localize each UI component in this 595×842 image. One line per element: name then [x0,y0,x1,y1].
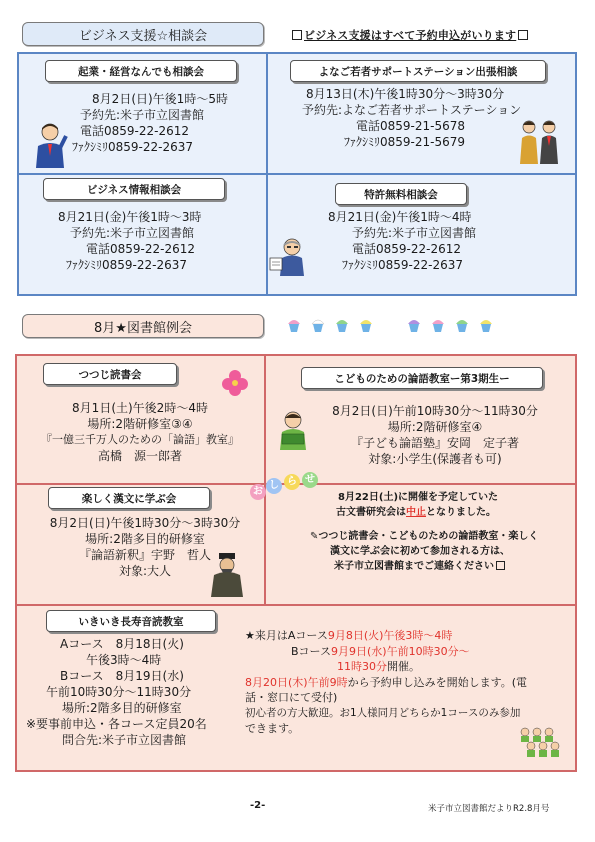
next-month-info [245,628,565,737]
event-label-kids-rongo-text: こどものための論語教室ー第3期生ー [334,372,510,385]
consult-patent-details [328,209,548,273]
notice-text: ビジネス支援はすべて予約申込がいります [304,29,517,42]
detail-line: ﾌｧｸｼﾐﾘ0859-22-2637 [342,258,464,272]
event-kids-rongo-details [300,403,570,467]
detail-line: 8月21日(金)午後1時～4時 [328,210,472,224]
event-label-tsutsuji [43,363,177,385]
detail-line: 予約先:米子市立図書館 [70,226,195,240]
detail-line: 『子ども論語塾』安岡 定子著 [350,436,519,450]
consult-label-patent-text: 特許無料相談会 [364,188,438,201]
detail-line: Aコース 8月18日(火) [60,637,184,651]
notice-line: 漢文に学ぶ会に初めて参加される方は、 [330,546,510,557]
info-line: 初心者の方大歓迎。お1人様同月どちらか1コースのみ参加 [245,706,521,719]
consult-youth-support-details [298,86,548,150]
consult-label-startup-text: 起業・経営なんでも相談会 [78,65,204,78]
event-label-kanbun [48,487,210,509]
detail-line: 電話0859-22-2612 [80,124,190,138]
info-part-red: 11時30分 [337,660,387,673]
detail-line: 8月2日(日)午後1時～5時 [92,92,228,106]
info-part-red: 9月9日(水)午前10時30分～ [331,644,470,658]
detail-line: 場所:2階研修室③④ [87,417,193,431]
badge-char-shi: し [266,478,282,494]
business-people-icon [517,118,561,166]
detail-line: 8月2日(日)午後1時30分～3時30分 [49,516,241,530]
consult-label-youth-support [290,60,546,82]
detail-line: 『論語新釈』宇野 哲人 [78,548,211,562]
detail-line: 対象:大人 [118,564,172,578]
detail-line: ※要事前申込・各コース定員20名 [26,717,207,731]
page-number: -2- [250,800,266,811]
business-grid-horizontal [19,173,575,175]
library-section-title [22,314,264,338]
detail-line: ﾌｧｸｼﾐﾘ0859-21-5679 [344,135,466,149]
event-label-kids-rongo [301,367,543,389]
shaved-ice-icons [286,316,516,336]
notice-line-part: となりました。 [426,507,496,518]
detail-line: 8月1日(土)午後2時～4時 [72,401,208,415]
info-line: できます。 [245,722,300,735]
notice-line-part: つつじ読書会・こどものための論語教室・楽しく [318,531,539,542]
info-part: 開催。 [387,660,420,673]
detail-line: 場所:2階多目的研修室 [85,532,205,546]
detail-line: 8月13日(木)午後1時30分～3時30分 [306,87,505,101]
notice-line-part: 米子市立図書館までご連絡ください [334,561,494,572]
badge-char-ra: ら [284,474,300,490]
detail-line: ﾌｧｸｼﾐﾘ0859-22-2637 [66,258,188,272]
detail-line: 電話0859-21-5678 [356,119,466,133]
detail-line: ﾌｧｸｼﾐﾘ0859-22-2637 [72,140,194,154]
notice-line [300,559,570,574]
notice-line [300,505,570,520]
cancel-word: 中止 [406,507,426,518]
detail-line: 問合先:米子市立図書館 [62,733,187,747]
detail-line: 『一億三千万人のための「論語」教室』 [41,433,239,446]
library-section-title-text: 8月★図書館例会 [94,320,192,336]
notice-line: 8月22日(土)に開催を予定していた [338,492,499,503]
badge-char-se: せ [302,472,318,488]
consult-label-business-info [43,178,225,200]
pencil-icon: ✎ [310,531,319,542]
consult-startup-details [70,91,250,155]
reservation-notice [292,27,528,43]
info-line [245,659,565,675]
business-section-title [22,22,264,46]
publication-name: 米子市立図書館だよりR2.8月号 [428,804,550,814]
detail-line: 電話0859-22-2612 [352,242,462,256]
notice-checkbox-icon [496,561,505,570]
info-line [245,644,565,660]
notice-line-part: 古文書研究会は [336,507,406,518]
notice-spacer [300,520,570,529]
detail-line: 電話0859-22-2612 [86,242,196,256]
info-part-red: 9月8日(火)午後3時～4時 [327,629,453,642]
elderly-advisor-icon [268,236,312,276]
detail-line: 午前10時30分～11時30分 [46,685,192,699]
info-part: Bコース [291,644,331,658]
detail-line: 8月21日(金)午後1時～3時 [58,210,202,224]
consult-business-info-details [58,209,268,273]
info-part: ★来月はAコース [245,629,328,642]
detail-line: 場所:2階多目的研修室 [62,701,182,715]
group-people-icon [515,726,565,758]
detail-line: 予約先:米子市立図書館 [352,226,477,240]
library-grid-h2 [17,604,575,606]
consult-label-startup [45,60,237,82]
info-part-red: 8月20日(木)午前9時 [245,675,348,689]
notice-line [300,529,570,544]
info-line: 話・窓口にて受付) [245,691,338,704]
business-section-title-text: ビジネス支援☆相談会 [78,28,208,44]
event-label-ondoku-text: いきいき長寿音読教室 [78,615,184,628]
event-ondoku-details [20,636,260,748]
detail-line: 高橋 源一郎著 [97,449,182,463]
notice-checkbox-icon-end [518,30,528,40]
detail-line: 対象:小学生(保護者も可) [368,452,502,466]
detail-line: 8月2日(日)午前10時30分～11時30分 [332,404,538,418]
consult-label-youth-support-text: よなご若者サポートステーション出張相談 [318,65,518,78]
consult-label-patent [335,183,467,205]
event-label-tsutsuji-text: つつじ読書会 [78,368,142,381]
confucius-icon [207,553,247,597]
businessman-icon [32,122,68,168]
azalea-flower-icon [220,368,250,398]
badge-char-o: お [250,484,266,500]
oshirase-notice [300,490,570,574]
event-label-kanbun-text: 楽しく漢文に学ぶ会 [81,492,177,505]
event-label-ondoku [46,610,216,632]
info-part: から予約申し込みを開始します。(電 [347,675,527,689]
notice-checkbox-icon [292,30,302,40]
event-tsutsuji-details [20,400,260,464]
info-line [245,675,565,691]
detail-line: 場所:2階研修室④ [387,420,483,434]
consult-label-business-info-text: ビジネス情報相談会 [86,183,182,196]
detail-line: 午後3時～4時 [86,653,162,667]
info-line [245,628,565,644]
detail-line: Bコース 8月19日(水) [60,669,184,683]
detail-line: 予約先:米子市立図書館 [80,108,205,122]
detail-line: 予約先:よなご若者サポートステーション [302,103,522,117]
